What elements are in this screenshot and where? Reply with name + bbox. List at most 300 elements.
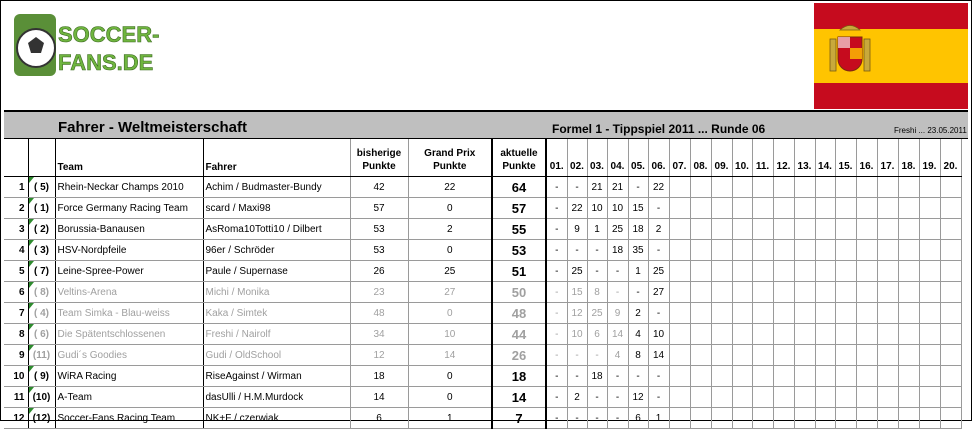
team-cell: Rhein-Neckar Champs 2010 <box>55 177 203 198</box>
round-cell-empty <box>669 198 690 219</box>
round-cell: - <box>587 408 607 429</box>
gp-points-cell: 1 <box>408 408 492 429</box>
round-cell-empty <box>669 177 690 198</box>
round-cell-empty <box>856 324 877 345</box>
round-cell-empty <box>815 198 835 219</box>
table-row <box>4 303 961 324</box>
round-cell-empty <box>940 282 961 303</box>
team-cell: Soccer-Fans Racing Team <box>55 408 203 429</box>
round-cell-empty <box>752 387 773 408</box>
current-points-cell: 64 <box>492 177 546 198</box>
round-cell-empty <box>856 303 877 324</box>
rank-cell: 4 <box>4 240 28 261</box>
round-cell-empty <box>940 324 961 345</box>
round-cell-empty <box>711 198 732 219</box>
round-cell-empty <box>669 408 690 429</box>
round-cell: - <box>628 366 648 387</box>
round-cell-empty <box>690 408 711 429</box>
table-row <box>4 408 961 429</box>
round-cell-empty <box>711 387 732 408</box>
rank-cell: 11 <box>4 387 28 408</box>
driver-cell: Freshi / Nairolf <box>203 324 350 345</box>
round-cell: 6 <box>587 324 607 345</box>
round-cell-empty <box>690 324 711 345</box>
prev-points-cell: 14 <box>350 387 408 408</box>
header-prev-points <box>350 139 408 177</box>
current-points-cell: 51 <box>492 261 546 282</box>
header-current-points <box>492 139 546 177</box>
round-cell-empty <box>940 219 961 240</box>
round-cell: - <box>546 303 567 324</box>
round-cell-empty <box>919 261 940 282</box>
round-cell-empty <box>940 240 961 261</box>
round-cell-empty <box>690 219 711 240</box>
round-cell-empty <box>856 408 877 429</box>
header-round: 04. <box>607 139 628 177</box>
round-cell-empty <box>898 387 919 408</box>
round-cell: 35 <box>628 240 648 261</box>
round-cell-empty <box>856 177 877 198</box>
round-cell: 1 <box>628 261 648 282</box>
round-cell-empty <box>732 303 752 324</box>
round-cell-empty <box>732 261 752 282</box>
team-cell: A-Team <box>55 387 203 408</box>
round-cell: 9 <box>607 303 628 324</box>
header-prev-points-line1: bisherige <box>356 148 402 159</box>
round-cell: 10 <box>587 198 607 219</box>
standings-body <box>4 139 961 429</box>
header-team: Team <box>55 139 203 177</box>
round-cell: 12 <box>567 303 587 324</box>
prev-rank-cell: ( 2) <box>28 219 55 240</box>
prev-rank-cell: ( 8) <box>28 282 55 303</box>
round-cell-empty <box>711 261 732 282</box>
round-cell-empty <box>732 387 752 408</box>
table-row <box>4 282 961 303</box>
round-cell-empty <box>898 240 919 261</box>
round-cell-empty <box>773 345 794 366</box>
logo-line2: FANS.DE <box>58 50 154 75</box>
round-cell-empty <box>835 324 856 345</box>
round-cell: 2 <box>648 219 669 240</box>
round-cell-empty <box>815 303 835 324</box>
round-cell-empty <box>898 408 919 429</box>
round-cell-empty <box>690 198 711 219</box>
round-cell: - <box>546 387 567 408</box>
round-cell-empty <box>752 303 773 324</box>
prev-points-cell: 23 <box>350 282 408 303</box>
table-row <box>4 177 961 198</box>
round-cell-empty <box>815 240 835 261</box>
round-cell: 4 <box>628 324 648 345</box>
prev-rank-cell: ( 1) <box>28 198 55 219</box>
team-cell: Leine-Spree-Power <box>55 261 203 282</box>
round-cell: - <box>607 366 628 387</box>
round-cell-empty <box>669 303 690 324</box>
round-cell: - <box>546 366 567 387</box>
round-cell-empty <box>877 366 898 387</box>
round-cell: - <box>546 408 567 429</box>
prev-rank-cell: ( 5) <box>28 177 55 198</box>
round-cell-empty <box>919 366 940 387</box>
round-cell: - <box>628 282 648 303</box>
prev-rank-cell: ( 6) <box>28 324 55 345</box>
round-cell-empty <box>711 345 732 366</box>
round-cell-empty <box>794 282 815 303</box>
rank-cell: 7 <box>4 303 28 324</box>
round-cell-empty <box>940 177 961 198</box>
round-cell-empty <box>940 198 961 219</box>
round-cell-empty <box>752 261 773 282</box>
current-points-cell: 7 <box>492 408 546 429</box>
prev-rank-cell: (11) <box>28 345 55 366</box>
header-round: 17. <box>877 139 898 177</box>
prev-points-cell: 18 <box>350 366 408 387</box>
team-cell: Borussia-Banausen <box>55 219 203 240</box>
round-cell-empty <box>835 261 856 282</box>
round-cell-empty <box>773 324 794 345</box>
round-cell: 25 <box>607 219 628 240</box>
rank-cell: 10 <box>4 366 28 387</box>
round-cell: - <box>648 303 669 324</box>
round-cell: 2 <box>567 387 587 408</box>
prev-points-cell: 26 <box>350 261 408 282</box>
header-round: 11. <box>752 139 773 177</box>
round-cell-empty <box>732 345 752 366</box>
round-cell-empty <box>732 282 752 303</box>
header-round: 18. <box>898 139 919 177</box>
round-cell-empty <box>919 408 940 429</box>
round-cell-empty <box>835 198 856 219</box>
prev-points-cell: 53 <box>350 240 408 261</box>
round-cell-empty <box>856 240 877 261</box>
table-row <box>4 198 961 219</box>
round-cell-empty <box>732 408 752 429</box>
current-points-cell: 50 <box>492 282 546 303</box>
prev-points-cell: 48 <box>350 303 408 324</box>
round-cell-empty <box>877 261 898 282</box>
driver-cell: Michi / Monika <box>203 282 350 303</box>
team-cell: Gudi´s Goodies <box>55 345 203 366</box>
round-cell: - <box>607 282 628 303</box>
round-cell-empty <box>711 366 732 387</box>
round-cell-empty <box>898 198 919 219</box>
rank-cell: 6 <box>4 282 28 303</box>
header-round: 20. <box>940 139 961 177</box>
round-cell: 8 <box>587 282 607 303</box>
round-cell-empty <box>752 219 773 240</box>
round-cell-empty <box>815 219 835 240</box>
round-cell: 25 <box>567 261 587 282</box>
round-cell-empty <box>815 177 835 198</box>
round-cell-empty <box>815 324 835 345</box>
rank-cell: 1 <box>4 177 28 198</box>
round-cell: 18 <box>628 219 648 240</box>
round-cell-empty <box>815 366 835 387</box>
round-cell-empty <box>752 324 773 345</box>
team-cell: Force Germany Racing Team <box>55 198 203 219</box>
round-cell-empty <box>669 387 690 408</box>
round-cell-empty <box>773 366 794 387</box>
header-round: 03. <box>587 139 607 177</box>
round-cell: 1 <box>648 408 669 429</box>
round-cell-empty <box>940 303 961 324</box>
table-row <box>4 345 961 366</box>
header-round: 08. <box>690 139 711 177</box>
round-cell-empty <box>919 240 940 261</box>
round-cell-empty <box>711 324 732 345</box>
gp-points-cell: 0 <box>408 366 492 387</box>
round-cell-empty <box>752 198 773 219</box>
table-row <box>4 366 961 387</box>
round-cell-empty <box>794 261 815 282</box>
team-cell: WiRA Racing <box>55 366 203 387</box>
round-cell-empty <box>898 303 919 324</box>
rank-cell: 12 <box>4 408 28 429</box>
round-cell-empty <box>856 366 877 387</box>
round-cell-empty <box>690 387 711 408</box>
round-cell-empty <box>690 177 711 198</box>
table-row <box>4 324 961 345</box>
table-row <box>4 261 961 282</box>
round-cell-empty <box>898 219 919 240</box>
driver-cell: dasUlli / H.M.Murdock <box>203 387 350 408</box>
round-cell-empty <box>835 408 856 429</box>
current-points-cell: 55 <box>492 219 546 240</box>
round-cell-empty <box>835 387 856 408</box>
round-cell-empty <box>752 282 773 303</box>
header-round: 16. <box>856 139 877 177</box>
round-cell-empty <box>919 303 940 324</box>
round-cell-empty <box>794 345 815 366</box>
header-gp-points-line1: Grand Prix <box>424 148 476 159</box>
round-cell-empty <box>711 408 732 429</box>
team-cell: Die Spätentschlossenen <box>55 324 203 345</box>
prev-points-cell: 42 <box>350 177 408 198</box>
round-cell-empty <box>835 240 856 261</box>
rank-cell: 8 <box>4 324 28 345</box>
round-cell: - <box>567 408 587 429</box>
round-cell-empty <box>856 345 877 366</box>
header-round: 14. <box>815 139 835 177</box>
rank-cell: 2 <box>4 198 28 219</box>
round-cell: - <box>567 366 587 387</box>
prev-points-cell: 53 <box>350 219 408 240</box>
gp-points-cell: 27 <box>408 282 492 303</box>
round-cell-empty <box>773 219 794 240</box>
round-cell-empty <box>815 345 835 366</box>
round-cell: 8 <box>628 345 648 366</box>
gp-points-cell: 22 <box>408 177 492 198</box>
header-current-points-line1: aktuelle <box>500 148 538 159</box>
round-cell-empty <box>877 387 898 408</box>
standings-table <box>4 139 962 429</box>
round-cell: - <box>546 177 567 198</box>
header-round: 13. <box>794 139 815 177</box>
rank-cell: 3 <box>4 219 28 240</box>
round-cell-empty <box>940 261 961 282</box>
round-cell-empty <box>815 408 835 429</box>
round-cell-empty <box>835 219 856 240</box>
round-cell: 25 <box>648 261 669 282</box>
round-cell-empty <box>877 219 898 240</box>
round-cell-empty <box>940 408 961 429</box>
round-cell-empty <box>919 324 940 345</box>
round-cell-empty <box>773 282 794 303</box>
round-cell-empty <box>815 261 835 282</box>
header-round: 19. <box>919 139 940 177</box>
banner-subtitle: Formel 1 - Tippspiel 2011 ... Runde 06 <box>552 122 766 136</box>
round-cell-empty <box>919 345 940 366</box>
round-cell: 27 <box>648 282 669 303</box>
prev-points-cell: 34 <box>350 324 408 345</box>
round-cell-empty <box>690 261 711 282</box>
header-row <box>4 139 961 177</box>
header-round: 15. <box>835 139 856 177</box>
team-cell: Team Simka - Blau-weiss <box>55 303 203 324</box>
round-cell: - <box>607 387 628 408</box>
table-row <box>4 219 961 240</box>
round-cell-empty <box>690 282 711 303</box>
gp-points-cell: 2 <box>408 219 492 240</box>
round-cell-empty <box>752 408 773 429</box>
round-cell: 10 <box>607 198 628 219</box>
round-cell: - <box>587 387 607 408</box>
round-cell-empty <box>752 240 773 261</box>
rank-cell: 9 <box>4 345 28 366</box>
round-cell: - <box>567 240 587 261</box>
header-driver: Fahrer <box>203 139 350 177</box>
round-cell-empty <box>940 345 961 366</box>
round-cell-empty <box>940 366 961 387</box>
header-round: 02. <box>567 139 587 177</box>
logo-line1: SOCCER- <box>58 22 160 47</box>
gp-points-cell: 0 <box>408 387 492 408</box>
header-round: 12. <box>773 139 794 177</box>
header-round: 01. <box>546 139 567 177</box>
prev-points-cell: 6 <box>350 408 408 429</box>
round-cell-empty <box>877 345 898 366</box>
round-cell-empty <box>835 345 856 366</box>
header-prev-points-line2: Punkte <box>362 161 396 172</box>
round-cell-empty <box>752 366 773 387</box>
soccer-fans-logo[interactable] <box>14 12 164 82</box>
round-cell: 10 <box>648 324 669 345</box>
gp-points-cell: 25 <box>408 261 492 282</box>
banner-credit: Freshi ... 23.05.2011 <box>894 126 967 135</box>
round-cell: 2 <box>628 303 648 324</box>
round-cell-empty <box>773 198 794 219</box>
round-cell: - <box>648 198 669 219</box>
driver-cell: Gudi / OldSchool <box>203 345 350 366</box>
round-cell: 12 <box>628 387 648 408</box>
current-points-cell: 48 <box>492 303 546 324</box>
round-cell: 14 <box>607 324 628 345</box>
round-cell: 6 <box>628 408 648 429</box>
round-cell: 9 <box>567 219 587 240</box>
header-round: 06. <box>648 139 669 177</box>
header-gp-points-line2: Punkte <box>433 161 467 172</box>
round-cell: - <box>587 240 607 261</box>
driver-cell: Paule / Supernase <box>203 261 350 282</box>
round-cell-empty <box>794 303 815 324</box>
round-cell-empty <box>940 387 961 408</box>
gp-points-cell: 0 <box>408 303 492 324</box>
round-cell-empty <box>669 282 690 303</box>
round-cell: - <box>546 261 567 282</box>
round-cell-empty <box>773 177 794 198</box>
round-cell: - <box>587 261 607 282</box>
round-cell: 10 <box>567 324 587 345</box>
round-cell-empty <box>732 366 752 387</box>
round-cell: 4 <box>607 345 628 366</box>
round-cell: - <box>546 198 567 219</box>
round-cell-empty <box>919 198 940 219</box>
round-cell-empty <box>877 324 898 345</box>
round-cell-empty <box>835 282 856 303</box>
round-cell-empty <box>815 282 835 303</box>
header-round: 07. <box>669 139 690 177</box>
round-cell-empty <box>732 198 752 219</box>
round-cell: - <box>546 345 567 366</box>
driver-cell: RiseAgainst / Wirman <box>203 366 350 387</box>
round-cell-empty <box>835 303 856 324</box>
round-cell-empty <box>877 198 898 219</box>
round-cell-empty <box>898 324 919 345</box>
round-cell-empty <box>877 177 898 198</box>
gp-points-cell: 14 <box>408 345 492 366</box>
team-cell: HSV-Nordpfeile <box>55 240 203 261</box>
header-round: 10. <box>732 139 752 177</box>
round-cell: 21 <box>587 177 607 198</box>
round-cell-empty <box>898 177 919 198</box>
round-cell-empty <box>835 177 856 198</box>
round-cell-empty <box>773 240 794 261</box>
round-cell-empty <box>690 366 711 387</box>
round-cell-empty <box>711 219 732 240</box>
round-cell: - <box>567 177 587 198</box>
round-cell: 22 <box>567 198 587 219</box>
gp-points-cell: 0 <box>408 240 492 261</box>
prev-rank-cell: ( 3) <box>28 240 55 261</box>
round-cell-empty <box>877 303 898 324</box>
round-cell: - <box>567 345 587 366</box>
round-cell-empty <box>919 387 940 408</box>
round-cell-empty <box>711 177 732 198</box>
spain-flag-icon <box>814 3 968 109</box>
prev-rank-cell: (12) <box>28 408 55 429</box>
header-round: 05. <box>628 139 648 177</box>
rank-cell: 5 <box>4 261 28 282</box>
round-cell-empty <box>877 282 898 303</box>
round-cell: 14 <box>648 345 669 366</box>
round-cell-empty <box>773 303 794 324</box>
round-cell-empty <box>898 282 919 303</box>
current-points-cell: 14 <box>492 387 546 408</box>
round-cell: 21 <box>607 177 628 198</box>
round-cell: - <box>587 345 607 366</box>
round-cell-empty <box>794 408 815 429</box>
current-points-cell: 53 <box>492 240 546 261</box>
round-cell: 18 <box>587 366 607 387</box>
round-cell: 18 <box>607 240 628 261</box>
round-cell: - <box>546 240 567 261</box>
round-cell-empty <box>877 240 898 261</box>
prev-points-cell: 57 <box>350 198 408 219</box>
round-cell-empty <box>732 219 752 240</box>
round-cell-empty <box>669 324 690 345</box>
current-points-cell: 57 <box>492 198 546 219</box>
